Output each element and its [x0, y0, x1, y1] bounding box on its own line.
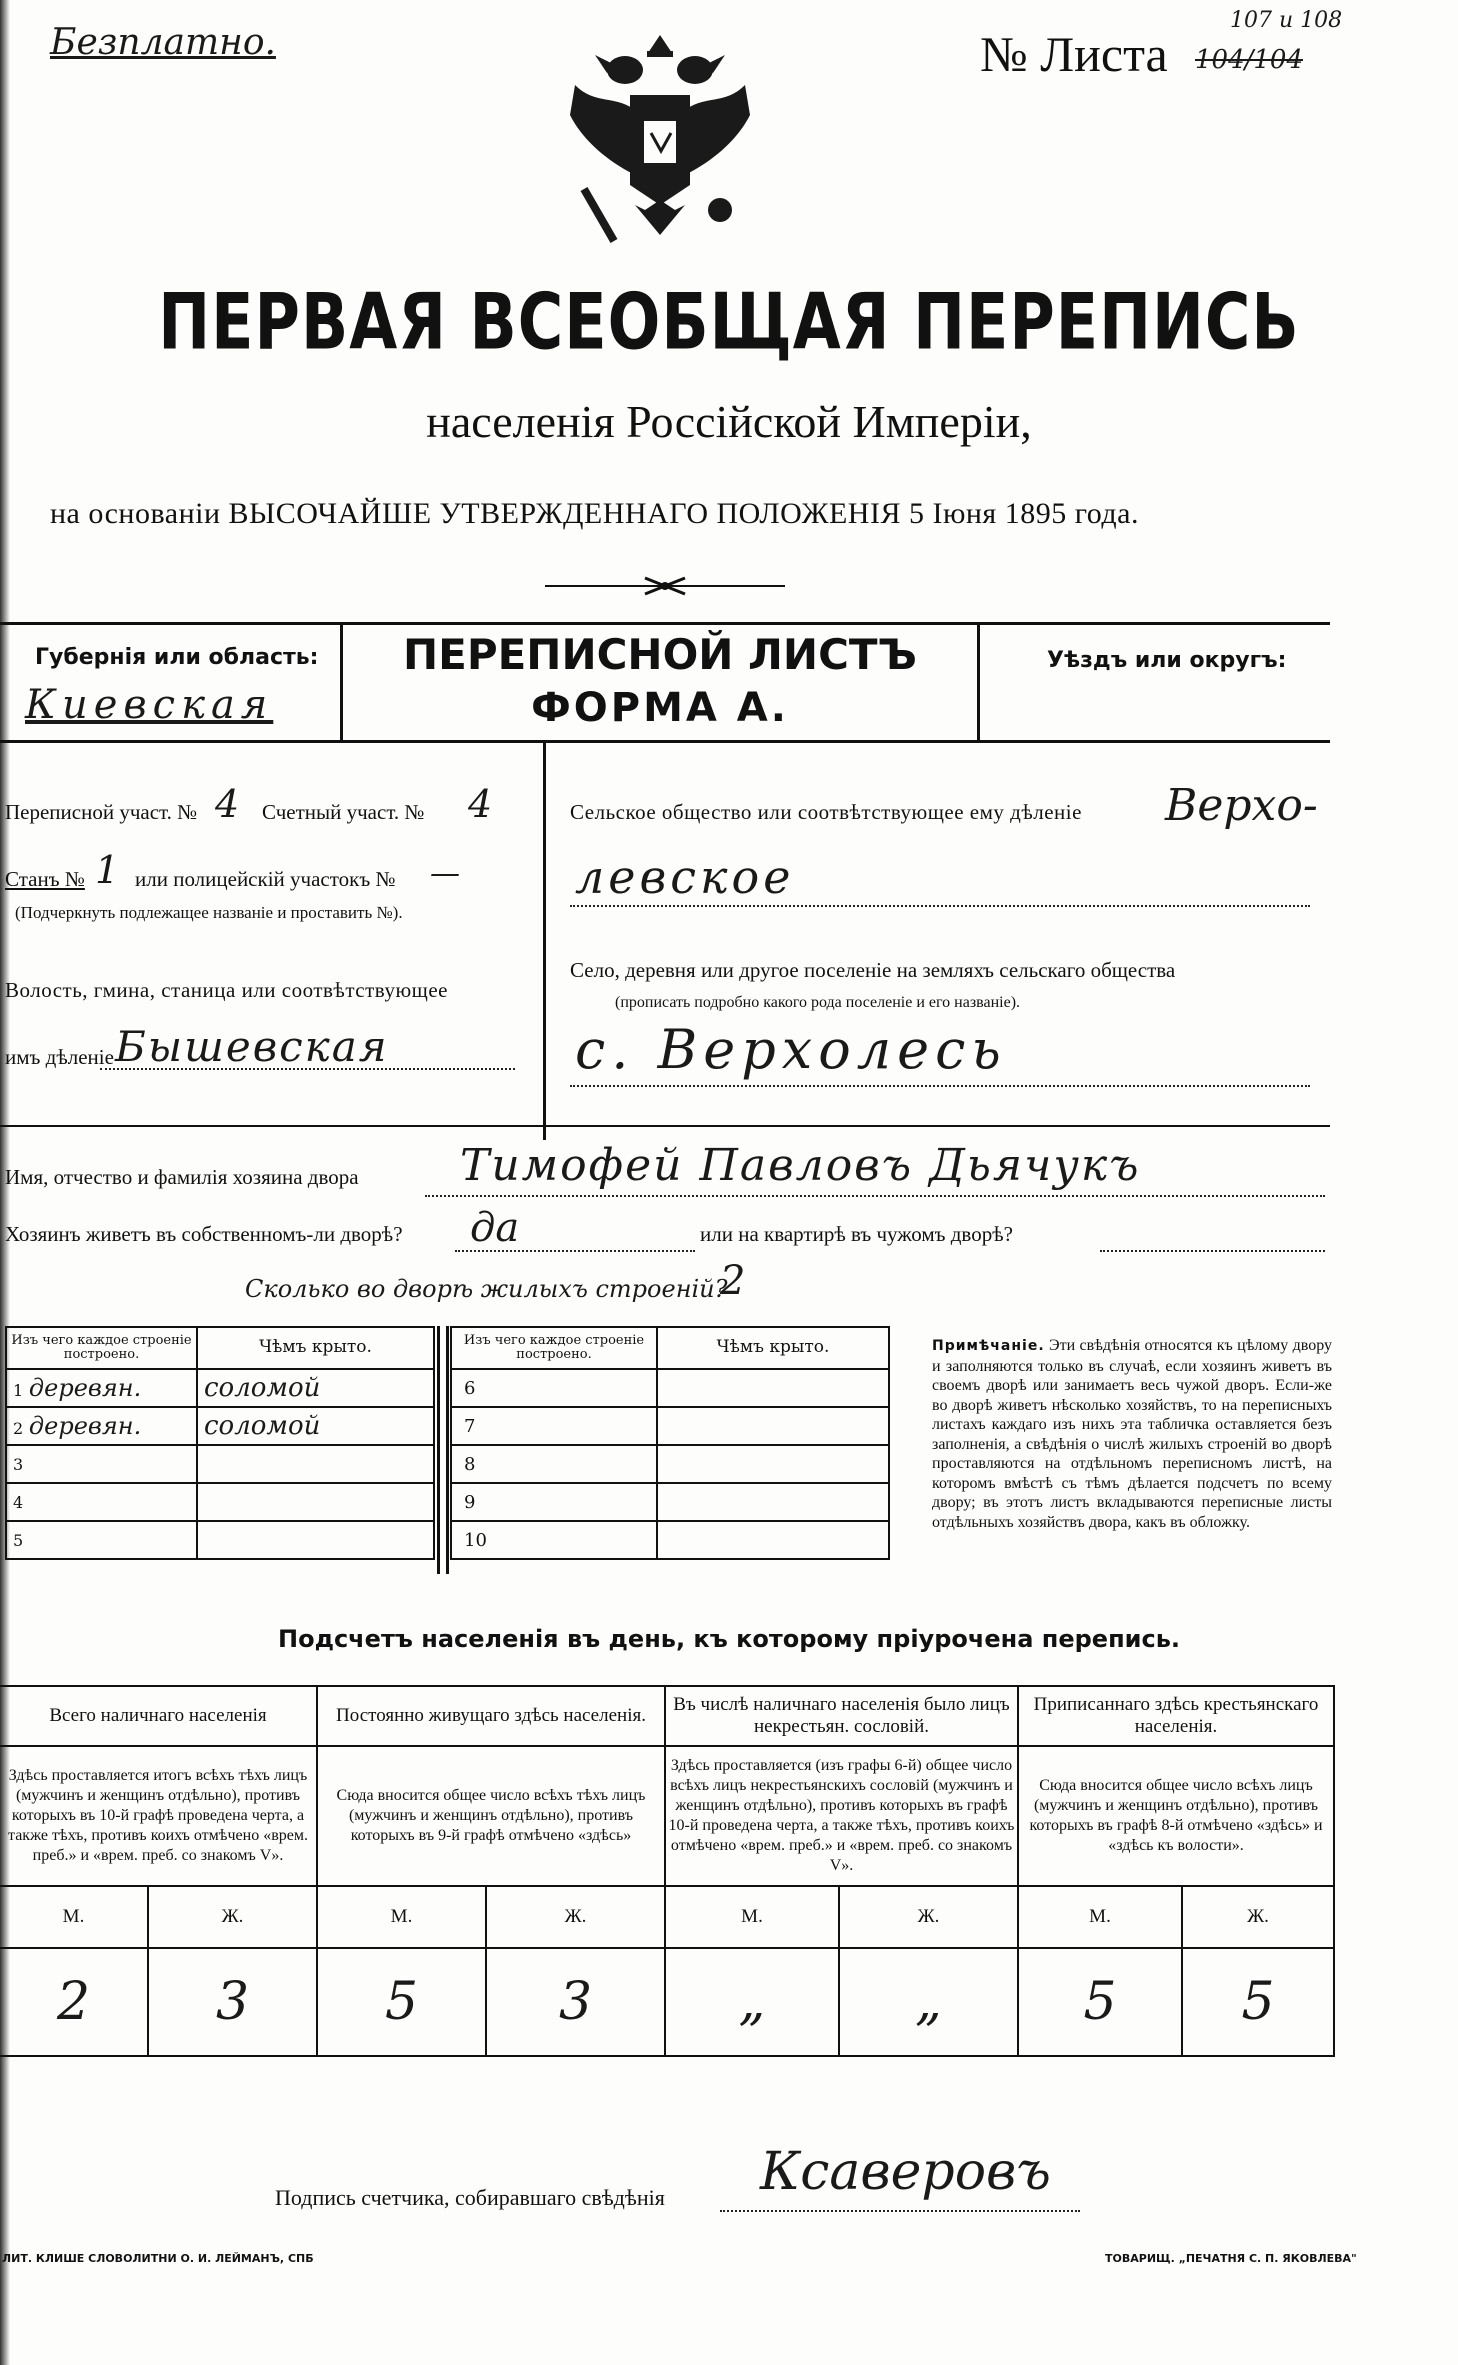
society-value-2: левское	[575, 850, 795, 904]
table-row: 7	[451, 1407, 889, 1445]
male-header: М.	[1018, 1886, 1182, 1948]
guberniya-value: Киевская	[25, 682, 274, 728]
society-value: Верхо-	[1165, 780, 1318, 831]
rent-label: или на квартирѣ въ чужомъ дворѣ?	[700, 1222, 1013, 1246]
page-subtitle: населенія Россійской Имперіи,	[426, 396, 1032, 447]
group-desc: Здѣсь проставляется (изъ графы 6-й) общее число всѣхъ лицъ некрестьянскихъ сословій (мужчинъ и женщинъ отдѣльно), противъ которыхъ въ графѣ 10-й проведена черта, а также тѣхъ, противъ коихъ отмѣчено «врем. преб.» и «врем. преб. со знакомъ V».	[665, 1746, 1018, 1886]
census-district-label: Переписной участ. №	[5, 800, 198, 824]
col-roof-header: Чѣмъ крыто.	[657, 1327, 889, 1369]
buildings-table-right	[450, 1326, 890, 1560]
value-male: 5	[1018, 1948, 1182, 2056]
village-note: (прописать подробно какого рода поселеніе и его названіе).	[615, 994, 1021, 1011]
buildings-value: 2	[720, 1258, 746, 1304]
table-row: 6	[451, 1369, 889, 1407]
count-district-label: Счетный участ. №	[262, 800, 425, 824]
value-male: „	[665, 1948, 839, 2056]
table-row: 8	[451, 1445, 889, 1483]
own-yard-value: да	[470, 1205, 520, 1251]
coat-of-arms-icon	[555, 15, 765, 255]
sheet-number-label: № Листа	[980, 26, 1168, 82]
value-female: 5	[1182, 1948, 1334, 2056]
table-row: 1 деревян. соломой	[6, 1369, 434, 1407]
buildings-label: Сколько во дворѣ жилыхъ строеній?	[245, 1275, 728, 1303]
table-row: 2 деревян. соломой	[6, 1407, 434, 1445]
table-row: 9	[451, 1483, 889, 1521]
table-row: 3	[6, 1445, 434, 1483]
basis-line: на основаніи ВЫСОЧАЙШЕ УТВЕРЖДЕННАГО ПОЛОЖЕНІЯ 5 Іюня 1895 года.	[50, 497, 1139, 530]
roof-cell: соломой	[197, 1369, 434, 1407]
volost-label: Волость, гмина, станица или соотвѣтствующее	[5, 978, 448, 1002]
stan-label: Станъ №	[5, 867, 85, 891]
sheet-title: ПЕРЕПИСНОЙ ЛИСТЪ	[402, 630, 918, 679]
printer-left: ЛИТ. КЛИШЕ СЛОВОЛИТНИ О. И. ЛЕЙМАНЪ, СПБ	[2, 2252, 314, 2265]
value-female: 3	[148, 1948, 317, 2056]
sheet-number-value: 107 и 108	[1230, 8, 1343, 33]
value-male: 5	[317, 1948, 486, 2056]
male-header: М.	[317, 1886, 486, 1948]
underline-note: (Подчеркнуть подлежащее названіе и проставить №).	[15, 903, 403, 922]
male-header: М.	[0, 1886, 148, 1948]
page-title: ПЕРВАЯ ВСЕОБЩАЯ ПЕРЕПИСЬ	[158, 275, 1300, 368]
material-cell: деревян.	[28, 1412, 142, 1440]
female-header: Ж.	[839, 1886, 1018, 1948]
signature-label: Подпись счетчика, собиравшаго свѣдѣнія	[275, 2185, 665, 2210]
male-header: М.	[665, 1886, 839, 1948]
female-header: Ж.	[148, 1886, 317, 1948]
roof-cell: соломой	[197, 1407, 434, 1445]
col-roof-header: Чѣмъ крыто.	[197, 1327, 434, 1369]
table-row: 4	[6, 1483, 434, 1521]
table-row: 10	[451, 1521, 889, 1559]
uezd-label: Уѣздъ или округъ:	[1047, 648, 1287, 673]
census-district-value: 4	[215, 782, 240, 826]
signature-value: Ксаверовъ	[760, 2142, 1051, 2202]
population-title: Подсчетъ населенія въ день, къ которому пріурочена перепись.	[278, 1625, 1180, 1653]
material-cell: деревян.	[28, 1374, 142, 1402]
group-head: Приписаннаго здѣсь крестьянскаго населенія.	[1018, 1686, 1334, 1746]
owner-name-value: Тимофей Павловъ Дьячукъ	[460, 1140, 1141, 1191]
stan-value: 1	[95, 848, 120, 892]
group-head: Въ числѣ наличнаго населенія было лицъ некрестьян. сословій.	[665, 1686, 1018, 1746]
own-yard-label: Хозяинъ живетъ въ собственномъ-ли дворѣ?	[5, 1222, 403, 1246]
society-label: Сельское общество или соотвѣтствующее ему дѣленіе	[570, 800, 1082, 824]
note-text: Эти свѣдѣнія относятся къ цѣлому двору и заполняются только въ случаѣ, если хозяинъ живетъ въ своемъ дворѣ или занимаетъ весь чужой дворъ. Если-же во дворѣ живетъ нѣсколько хозяйствъ, то на переписныхъ листахъ каждаго изъ нихъ эта табличка оставляется безъ заполненія, а свѣдѣнія о числѣ жилыхъ строеній во дворѣ проставляются на отдѣльномъ переписномъ листѣ, на которомъ вмѣстѣ съ тѣмъ дѣлается подсчетъ по всему двору; въ этотъ листъ вкладываются переписные листы отдѣльныхъ хозяйствъ двора, какъ въ обложку.	[932, 1337, 1333, 1531]
owner-name-label: Имя, отчество и фамилія хозяина двора	[5, 1165, 359, 1189]
village-value: с. Верхолесь	[575, 1018, 1007, 1081]
guberniya-label: Губернія или область:	[35, 645, 319, 670]
form-name: ФОРМА А.	[531, 685, 789, 731]
note-title: Примѣчаніе.	[932, 1338, 1045, 1354]
volost-label-2: имъ дѣленіе	[5, 1045, 114, 1069]
col-material-header: Изъ чего каждое строеніе построено.	[6, 1327, 197, 1369]
value-male: 2	[0, 1948, 148, 2056]
col-material-header: Изъ чего каждое строеніе построено.	[451, 1327, 657, 1369]
female-header: Ж.	[1182, 1886, 1334, 1948]
group-desc: Сюда вносится общее число всѣхъ тѣхъ лицъ (мужчинъ и женщинъ отдѣльно), противъ которыхъ въ 9-й графѣ отмѣчено «здѣсь»	[317, 1746, 665, 1886]
note-box	[932, 1336, 1332, 1532]
table-row: 5	[6, 1521, 434, 1559]
population-table	[0, 1685, 1335, 2057]
female-header: Ж.	[486, 1886, 665, 1948]
group-head: Всего наличнаго населенія	[0, 1686, 317, 1746]
police-value: —	[430, 856, 460, 891]
group-head: Постоянно живущаго здѣсь населенія.	[317, 1686, 665, 1746]
free-label: Безплатно.	[50, 22, 276, 63]
sheet-number-old: 104/104	[1195, 45, 1304, 75]
police-label: или полицейскій участокъ №	[135, 867, 396, 891]
group-desc: Здѣсь проставляется итогъ всѣхъ тѣхъ лицъ (мужчинъ и женщинъ отдѣльно), противъ которыхъ въ 10-й графѣ проведена черта, а также тѣхъ, противъ коихъ отмѣчено «врем. преб.» и «врем. преб. со знакомъ V».	[0, 1746, 317, 1886]
group-desc: Сюда вносится общее число всѣхъ лицъ (мужчинъ и женщинъ отдѣльно), противъ которыхъ въ графѣ 8-й отмѣчено «здѣсь» и «здѣсь къ волости».	[1018, 1746, 1334, 1886]
printer-right: ТОВАРИЩ. „ПЕЧАТНЯ С. П. ЯКОВЛЕВА"	[1105, 2252, 1357, 2265]
ornament-divider	[545, 574, 785, 598]
value-female: „	[839, 1948, 1018, 2056]
volost-value: Бышевская	[115, 1022, 389, 1071]
village-label: Село, деревня или другое поселеніе на земляхъ сельскаго общества	[570, 958, 1176, 982]
count-district-value: 4	[468, 782, 493, 826]
buildings-table	[5, 1326, 435, 1560]
value-female: 3	[486, 1948, 665, 2056]
